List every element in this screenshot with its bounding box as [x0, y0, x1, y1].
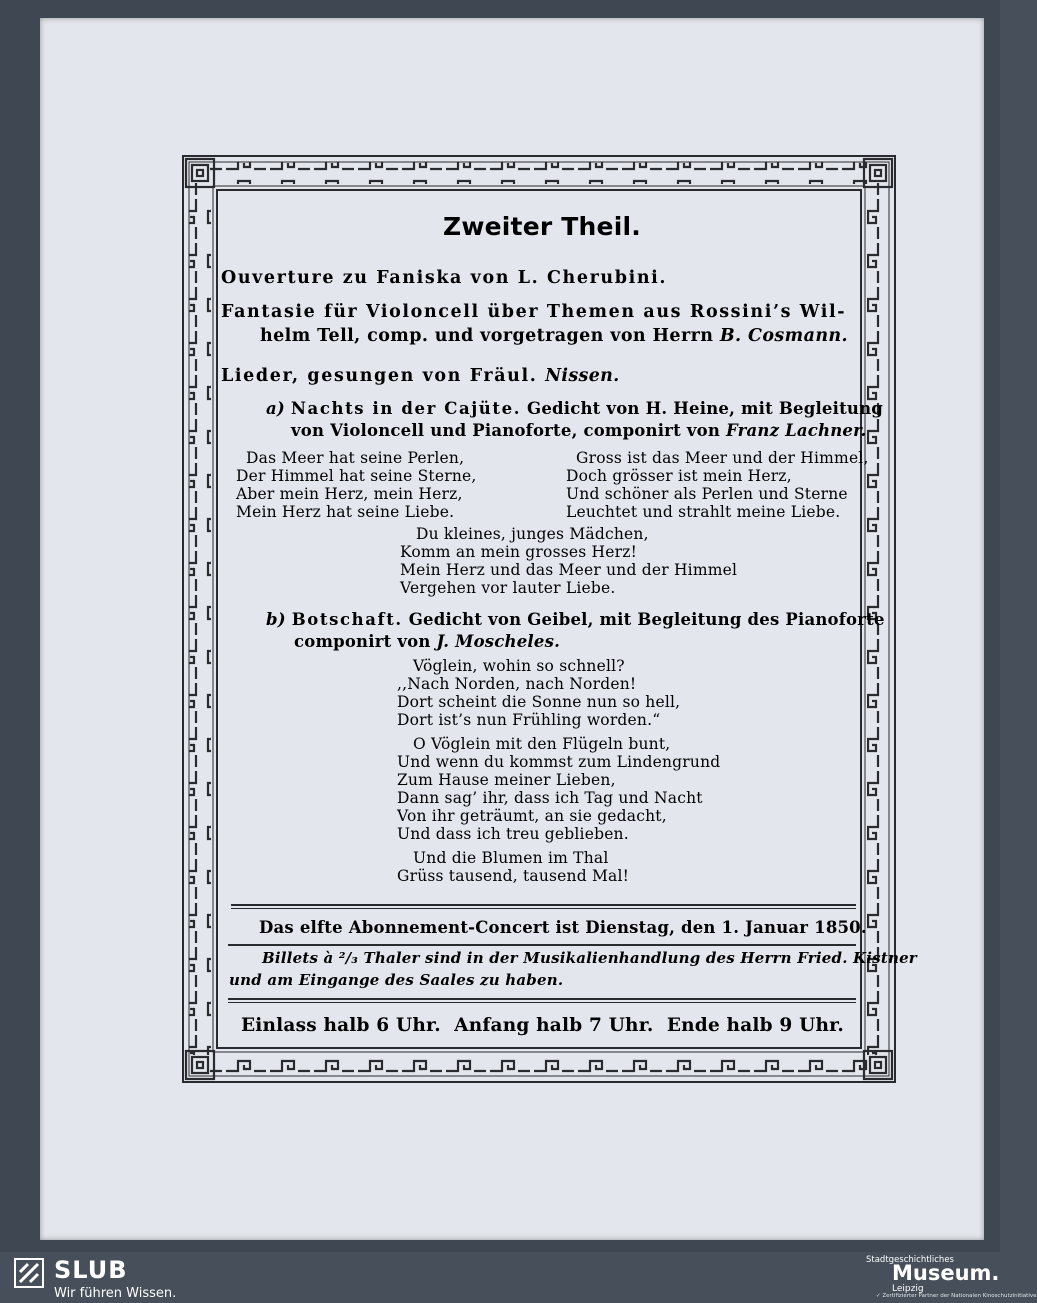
verse-line: Der Himmel hat seine Sterne, [236, 467, 477, 485]
slub-tagline: Wir führen Wissen. [54, 1286, 177, 1301]
section-heading: Zweiter Theil. [443, 212, 641, 241]
tickets-line-1: Billets à ²/₃ Thaler sind in der Musikalienhandlung des Herrn Fried. Kistner [262, 949, 917, 967]
verse-line: Doch grösser ist mein Herz, [566, 467, 792, 485]
verse-line: Mein Herz hat seine Liebe. [236, 503, 455, 521]
verse-line: Vergehen vor lauter Liebe. [400, 579, 616, 597]
verse-line: O Vöglein mit den Flügeln bunt, [413, 735, 671, 753]
fantasie-line-1: Fantasie für Violoncell über Themen aus Rossini’s Wil- [221, 302, 847, 322]
event-times: Einlass halb 6 Uhr. Anfang halb 7 Uhr. Ende halb 9 Uhr. [241, 1015, 844, 1036]
verse-line: Aber mein Herz, mein Herz, [236, 485, 463, 503]
song-a-marker: a) [266, 399, 285, 418]
verse-line: Grüss tausend, tausend Mal! [397, 867, 630, 885]
singer-name: Nissen. [545, 366, 620, 386]
fantasie-line-2 [260, 326, 848, 346]
verse-line: Von ihr geträumt, an sie gedacht, [397, 807, 667, 825]
divider [228, 1002, 856, 1003]
divider [228, 944, 856, 946]
museum-note: ✓ Zertifizierter Partner der Nationalen Kinoschutzinitiative [876, 1293, 1037, 1299]
verse-line: ,,Nach Norden, nach Norden! [397, 675, 637, 693]
divider [228, 998, 856, 1000]
verse-line: Vöglein, wohin so schnell? [413, 657, 625, 675]
museum-name: Museum. [892, 1261, 1000, 1285]
song-b-marker: b) [266, 610, 286, 629]
song-b-composer-text: componirt von [294, 632, 437, 651]
divider [231, 908, 856, 909]
song-a-composer-text: von Violoncell und Pianoforte, componirt von [291, 421, 726, 440]
song-a-composer: Franz Lachner. [725, 421, 867, 440]
next-concert-announcement: Das elfte Abonnement-Concert ist Dienstag, den 1. Januar 1850. [259, 918, 867, 937]
verse-line: Zum Hause meiner Lieben, [397, 771, 616, 789]
verse-line: Komm an mein grosses Herz! [400, 543, 638, 561]
song-b-credit: Gedicht von Geibel, mit Begleitung des Pianoforte [408, 610, 885, 629]
verse-line: Du kleines, junges Mädchen, [416, 525, 649, 543]
verse-line: Leuchtet und strahlt meine Liebe. [566, 503, 841, 521]
song-a-title: Nachts in der Cajüte. [290, 399, 522, 418]
verse-line: Gross ist das Meer und der Himmel, [576, 449, 869, 467]
museum-city: Leipzig [892, 1284, 924, 1294]
fantasie-text: helm Tell, comp. und vorgetragen von Herrn [260, 326, 720, 346]
song-a-line-1 [266, 399, 883, 418]
verse-line: Das Meer hat seine Perlen, [246, 449, 465, 467]
museum-label: Stadtgeschichtliches [866, 1255, 954, 1265]
verse-line: Und schöner als Perlen und Sterne [566, 485, 848, 503]
verse-line: Und dass ich treu geblieben. [397, 825, 629, 843]
song-b-line-2 [294, 632, 560, 651]
overture-item: Ouverture zu Faniska von L. Cherubini. [221, 268, 668, 288]
tickets-line-2: und am Eingange des Saales zu haben. [229, 971, 564, 989]
performer-name: B. Cosmann. [719, 326, 849, 346]
lieder-line [221, 366, 620, 386]
verse-line: Dann sag’ ihr, dass ich Tag und Nacht [397, 789, 703, 807]
slub-name: SLUB [54, 1256, 128, 1284]
song-b-line-1 [266, 610, 885, 629]
divider [231, 904, 856, 906]
verse-line: Dort scheint die Sonne nun so hell, [397, 693, 681, 711]
song-b-composer: J. Moscheles. [436, 632, 561, 651]
verse-line: Dort ist’s nun Frühling worden.“ [397, 711, 661, 729]
song-b-title: Botschaft. [291, 610, 403, 629]
verse-line: Und wenn du kommst zum Lindengrund [397, 753, 721, 771]
lieder-text: Lieder, gesungen von Fräul. [221, 366, 546, 386]
song-a-line-2 [291, 421, 866, 440]
verse-line: Mein Herz und das Meer und der Himmel [400, 561, 738, 579]
verse-line: Und die Blumen im Thal [413, 849, 609, 867]
slub-logo-icon [14, 1258, 44, 1288]
song-a-credit: Gedicht von H. Heine, mit Begleitung [527, 399, 884, 418]
